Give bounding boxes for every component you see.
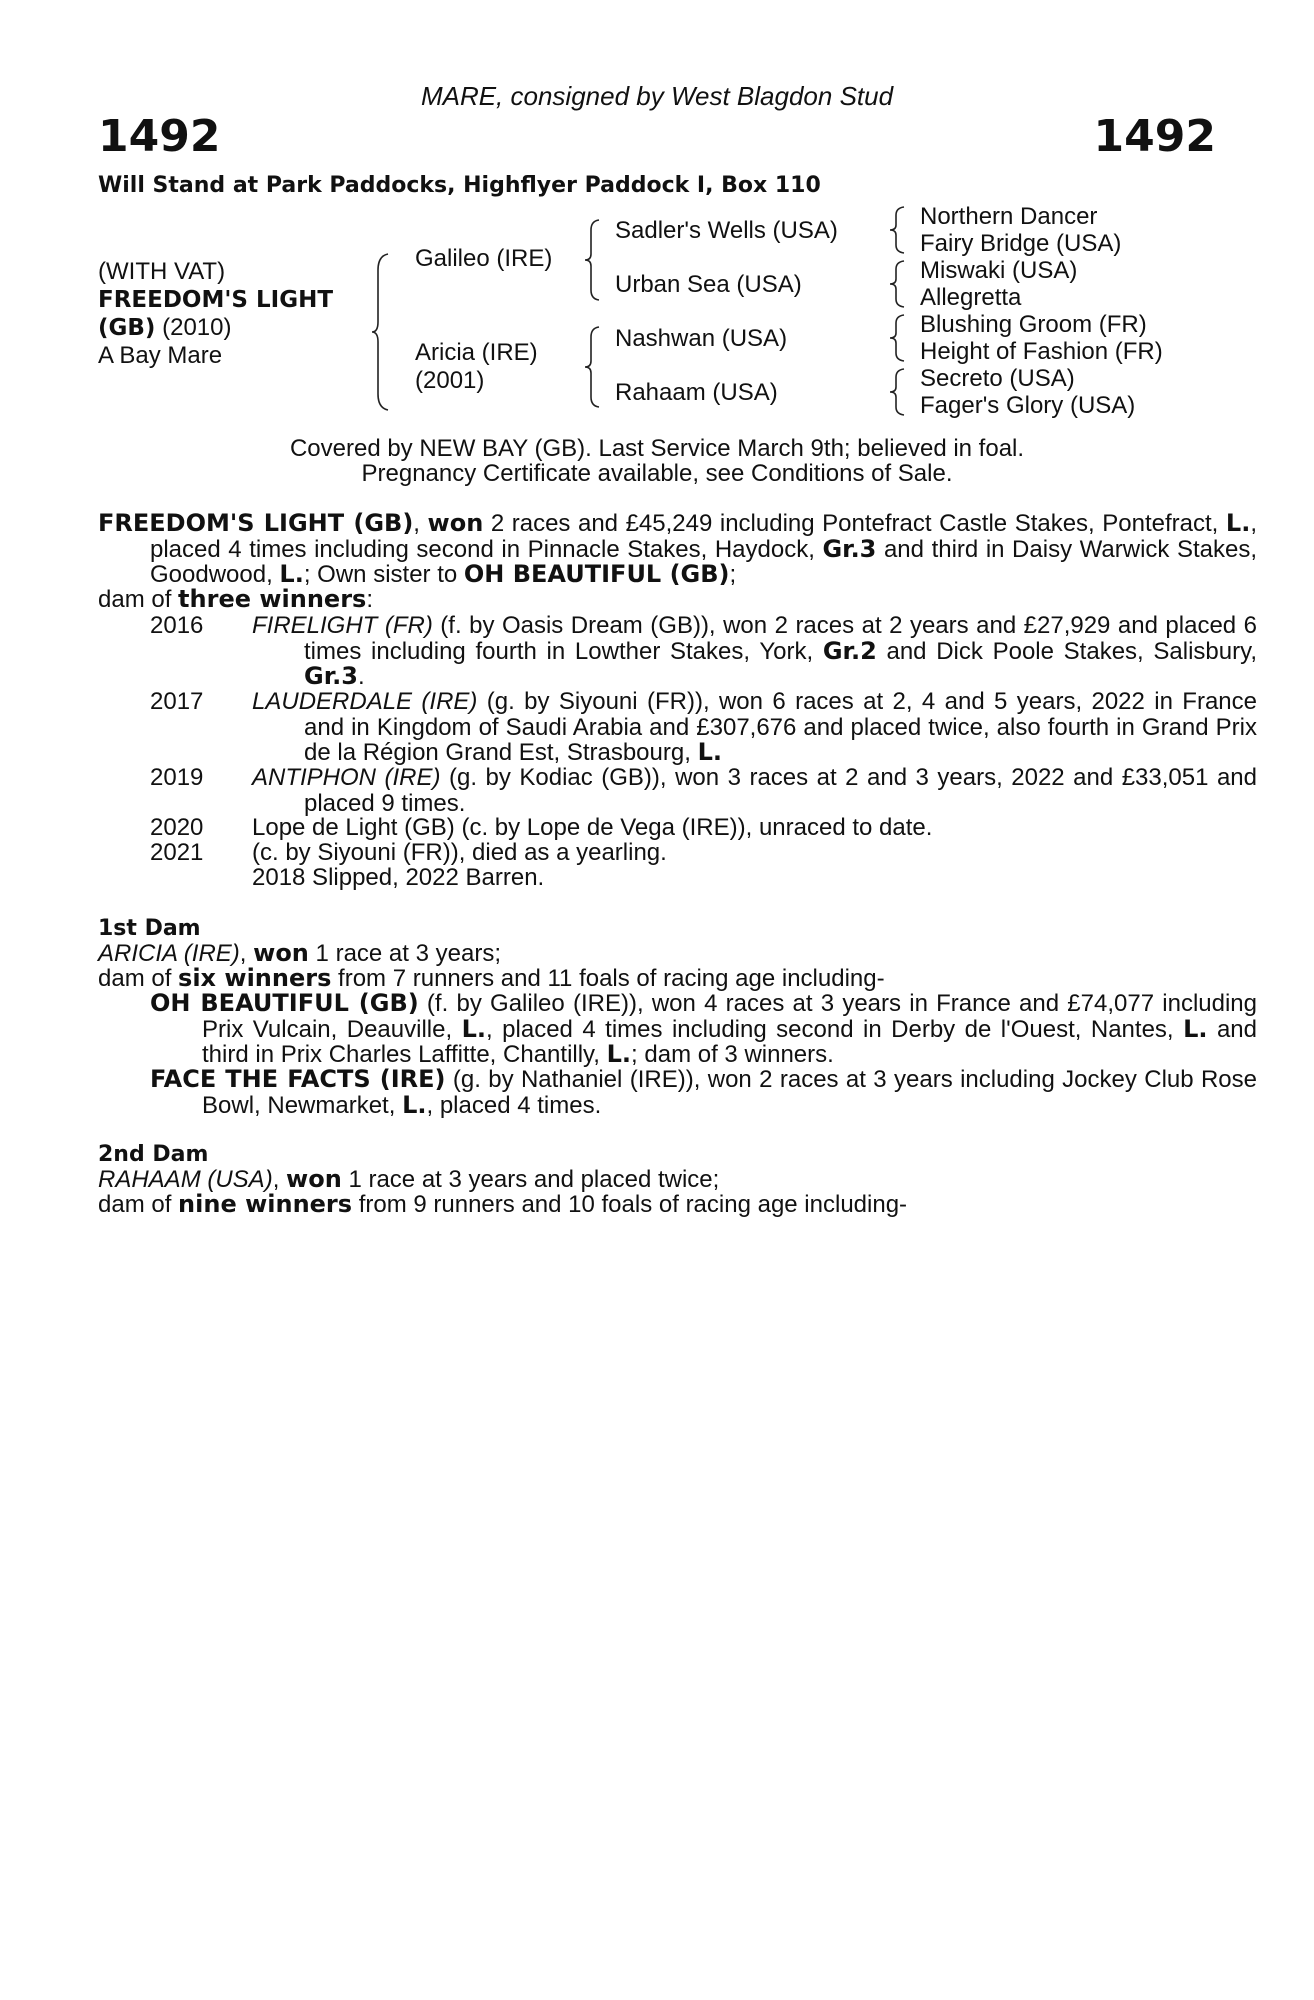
second-dam-summary: dam of nine winners from 9 runners and 10 foals of racing age including- xyxy=(98,1190,908,1218)
covering-line: Covered by NEW BAY (GB). Last Service March 9th; believed in foal. xyxy=(289,435,1025,462)
produce-note: 2018 Slipped, 2022 Barren. xyxy=(252,864,545,891)
horse-identity xyxy=(98,258,333,370)
first-dam-entry: FACE THE FACTS (IRE) (g. by Nathaniel (IRE)), won 2 races at 3 years including Jockey Club Rose Bowl, Newmarket, L., placed 4 times. xyxy=(150,1065,1257,1119)
brace-sd xyxy=(890,259,906,309)
first-dam-record: ARICIA (IRE), won 1 race at 3 years; xyxy=(98,939,501,967)
horse-description: A Bay Mare xyxy=(98,342,223,369)
ped-dam: Aricia (IRE) xyxy=(415,339,538,366)
brace-sire xyxy=(585,218,601,302)
won-label: won xyxy=(427,509,484,537)
ped-sds: Miswaki (USA) xyxy=(920,257,1078,284)
grade-badge: L. xyxy=(279,560,304,588)
produce-text: (c. by Siyouni (FR)), died as a yearling. xyxy=(252,839,667,866)
consignment-line: MARE, consigned by West Blagdon Stud xyxy=(420,81,894,111)
brace-main xyxy=(372,252,392,412)
ped-sss: Northern Dancer xyxy=(920,203,1098,230)
winner-count: nine winners xyxy=(178,1190,353,1218)
brace-ss xyxy=(890,205,906,255)
ped-dsd: Height of Fashion (FR) xyxy=(920,338,1163,365)
ped-sire-dam: Urban Sea (USA) xyxy=(615,271,802,298)
horse-origin: (GB) xyxy=(98,315,156,341)
brace-dd xyxy=(890,367,906,417)
sister-name: OH BEAUTIFUL (GB) xyxy=(463,560,730,588)
second-dam-heading: 2nd Dam xyxy=(98,1142,209,1167)
first-dam-name: ARICIA (IRE) xyxy=(98,940,240,967)
produce-name: LAUDERDALE (IRE) xyxy=(252,688,478,715)
produce-text: Lope de Light (GB) (c. by Lope de Vega (IRE)), unraced to date. xyxy=(252,814,933,841)
ped-sire: Galileo (IRE) xyxy=(415,245,553,272)
brace-ds xyxy=(890,313,906,363)
dam-of-line: dam of three winners: xyxy=(98,585,373,613)
lot-number-left: 1492 xyxy=(98,111,221,162)
grade-badge: L. xyxy=(1225,509,1251,537)
ped-ssd: Fairy Bridge (USA) xyxy=(920,230,1122,257)
produce-year: 2016 xyxy=(150,612,204,639)
ped-dam-dam: Rahaam (USA) xyxy=(615,379,778,406)
mare-name: FREEDOM'S LIGHT (GB) xyxy=(98,509,414,537)
pregnancy-line: Pregnancy Certificate available, see Conditions of Sale. xyxy=(361,460,953,487)
brace-dam xyxy=(585,325,601,409)
offspring-name: OH BEAUTIFUL (GB) xyxy=(150,989,419,1017)
produce-year: 2021 xyxy=(150,839,204,866)
ped-dss: Blushing Groom (FR) xyxy=(920,311,1147,338)
winner-count: three winners xyxy=(178,585,367,613)
horse-year: (2010) xyxy=(155,314,232,341)
horse-name: FREEDOM'S LIGHT xyxy=(98,287,334,313)
lot-number-right: 1492 xyxy=(1093,111,1216,162)
produce-name: ANTIPHON (IRE) xyxy=(252,764,441,791)
ped-dds: Secreto (USA) xyxy=(920,365,1075,392)
winner-count: six winners xyxy=(178,964,332,992)
second-dam-name: RAHAAM (USA) xyxy=(98,1166,273,1193)
vat-label: (WITH VAT) xyxy=(98,258,226,285)
first-dam-summary: dam of six winners from 7 runners and 11 foals of racing age including- xyxy=(98,964,885,992)
ped-dam-year: (2001) xyxy=(415,367,485,394)
ped-sdd: Allegretta xyxy=(920,284,1022,311)
produce-name: FIRELIGHT (FR) xyxy=(252,612,433,639)
grade-badge: Gr.3 xyxy=(822,534,877,563)
produce-year: 2020 xyxy=(150,814,204,841)
ped-sire-sire: Sadler's Wells (USA) xyxy=(615,217,838,244)
produce-year: 2017 xyxy=(150,688,204,715)
ped-dam-sire: Nashwan (USA) xyxy=(615,325,788,352)
mare-record: FREEDOM'S LIGHT (GB), won 2 races and £45,249 including Pontefract Castle Stakes, Pontefract, L., placed 4 times including second in Pinnacle Stakes, Haydock, Gr.3 and third in Daisy Warwick Stakes, Goodwood, L.; Own sister to OH BEAUTIFUL (GB); xyxy=(98,509,1258,588)
produce-year: 2019 xyxy=(150,764,204,791)
offspring-name: FACE THE FACTS (IRE) xyxy=(150,1065,446,1093)
first-dam-entry: OH BEAUTIFUL (GB) (f. by Galileo (IRE)), won 4 races at 3 years in France and £74,077 including Prix Vulcain, Deauville, L., placed 4 times including second in Derby de l'Ouest, Nantes, L. and third in Prix Charles Laffitte, Chantilly, L.; dam of 3 winners. xyxy=(150,989,1257,1068)
stand-location: Will Stand at Park Paddocks, Highflyer Paddock I, Box 110 xyxy=(98,173,821,198)
ped-ddd: Fager's Glory (USA) xyxy=(920,392,1136,419)
first-dam-heading: 1st Dam xyxy=(98,916,201,941)
second-dam-record: RAHAAM (USA), won 1 race at 3 years and placed twice; xyxy=(98,1165,720,1193)
